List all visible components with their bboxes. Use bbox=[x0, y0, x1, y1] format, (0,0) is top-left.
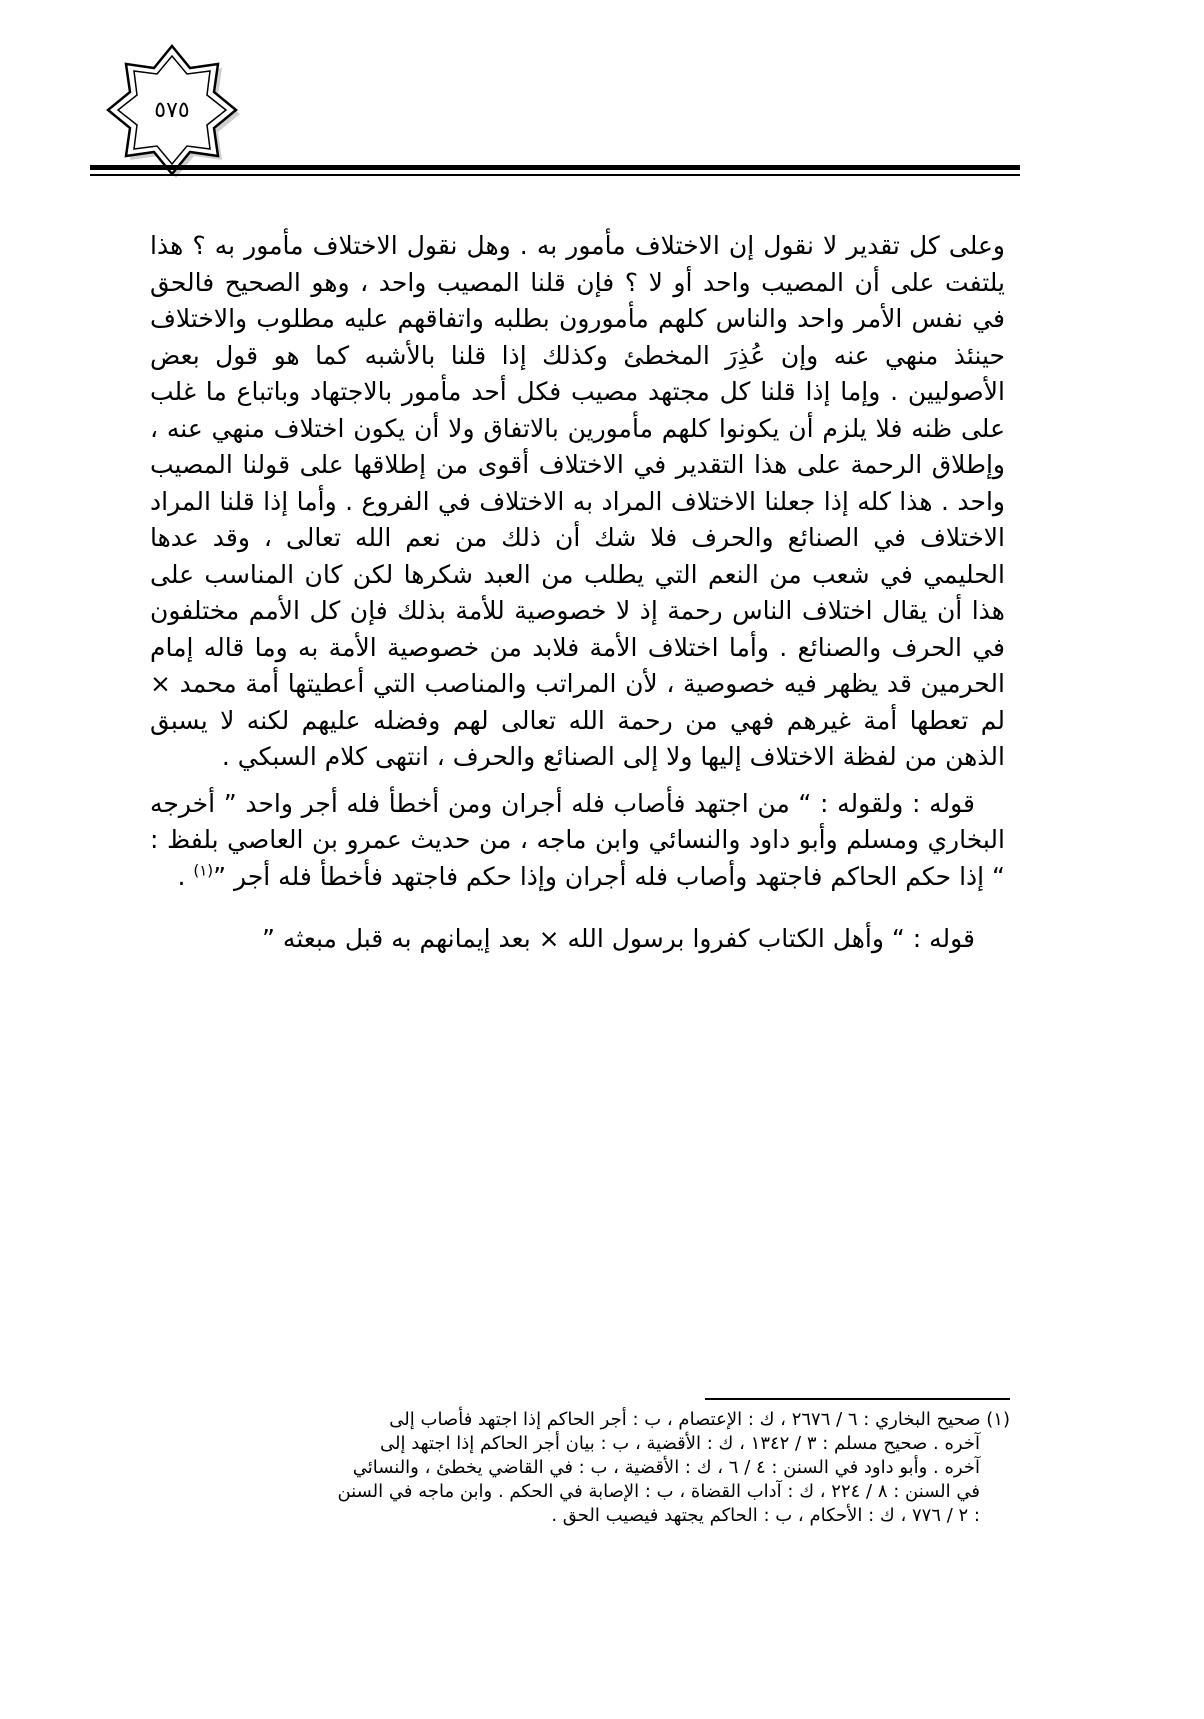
footnote-separator bbox=[705, 1398, 1010, 1400]
paragraph-2 bbox=[150, 786, 1005, 896]
footnote-line: آخره . صحيح مسلم : ٣ / ١٣٤٢ ، ك : الأقضية ، ب : بيان أجر الحاكم إذا اجتهد إلى bbox=[380, 1433, 980, 1454]
paragraph-3: قوله : “ وأهل الكتاب كفروا برسول الله × بعد إيمانهم به قبل مبعثه ” bbox=[262, 924, 975, 953]
page-number-badge bbox=[104, 42, 240, 178]
paragraph-2-end: . bbox=[177, 861, 194, 891]
header-rule-thick bbox=[90, 165, 1020, 170]
page-number: ٥٧٥ bbox=[154, 97, 190, 123]
footnotes bbox=[205, 1408, 1010, 1528]
paragraph-2-text: قوله : ولقوله : “ من اجتهد فأصاب فله أجران ومن أخطأ فله أجر واحد ” أخرجه البخاري ومسلم وأبو داود والنسائي وابن ماجه ، من حديث عمرو بن العاصي بلفظ : “ إذا حكم الحاكم فاجتهد وأصاب فله أجران وإذا حكم فاجتهد فأخطأ فله أجر ” bbox=[150, 788, 1005, 891]
footnote-line: : ٢ / ٧٧٦ ، ك : الأحكام ، ب : الحاكم يجتهد فيصيب الحق . bbox=[551, 1505, 980, 1526]
footnote-ref-1: (١) bbox=[193, 861, 214, 880]
footnote-line: (١) صحيح البخاري : ٦ / ٢٦٧٦ ، ك : الإعتصام ، ب : أجر الحاكم إذا اجتهد فأصاب إلى bbox=[389, 1409, 1010, 1430]
main-text bbox=[150, 228, 1005, 958]
footnote-line: آخره . وأبو داود في السنن : ٤ / ٦ ، ك : الأقضية ، ب : في القاضي يخطئ ، والنسائي bbox=[352, 1457, 980, 1478]
footnote-line: في السنن : ٨ / ٢٢٤ ، ك : آداب القضاة ، ب : الإصابة في الحكم . وابن ماجه في السنن bbox=[337, 1481, 980, 1502]
paragraph-1: وعلى كل تقدير لا نقول إن الاختلاف مأمور به . وهل نقول الاختلاف مأمور به ؟ هذا يلتفت على أن المصيب واحد أو لا ؟ فإن قلنا المصيب واحد ، وهو الصحيح فالحق في نفس الأمر واحد والناس كلهم مأمورون بطلبه واتفاقهم عليه مطلوب والاختلاف حينئذ منهي عنه وإن عُذِرَ المخطئ وكذلك إذا قلنا بالأشبه كما هو قول بعض الأصوليين . وإما إذا قلنا كل مجتهد مصيب فكل أحد مأمور بالاجتهاد وباتباع ما غلب على ظنه فلا يلزم أن يكونوا كلهم مأمورين بالاتفاق ولا أن يكون اختلاف منهي عنه ، وإطلاق الرحمة على هذا التقدير في الاختلاف أقوى من إطلاقها على قولنا المصيب واحد . هذا كله إذا جعلنا الاختلاف المراد به الاختلاف في الفروع . وأما إذا قلنا المراد الاختلاف في الصنائع والحرف فلا شك أن ذلك من نعم الله تعالى ، وقد عدها الحليمي في شعب من النعم التي يطلب من العبد شكرها لكن كان المناسب على هذا أن يقال اختلاف الناس رحمة إذ لا خصوصية للأمة بذلك فإن كل الأمم مختلفون في الحرف والصنائع . وأما اختلاف الأمة فلابد من خصوصية الأمة به وما قاله إمام الحرمين قد يظهر فيه خصوصية ، لأن المراتب والمناصب التي أعطيتها أمة محمد × لم تعطها أمة غيرهم فهي من رحمة الله تعالى لهم وفضله عليهم لكنه لا يسبق الذهن من لفظة الاختلاف إليها ولا إلى الصنائع والحرف ، انتهى كلام السبكي . bbox=[150, 231, 1005, 771]
header-rule-thin bbox=[90, 174, 1020, 176]
